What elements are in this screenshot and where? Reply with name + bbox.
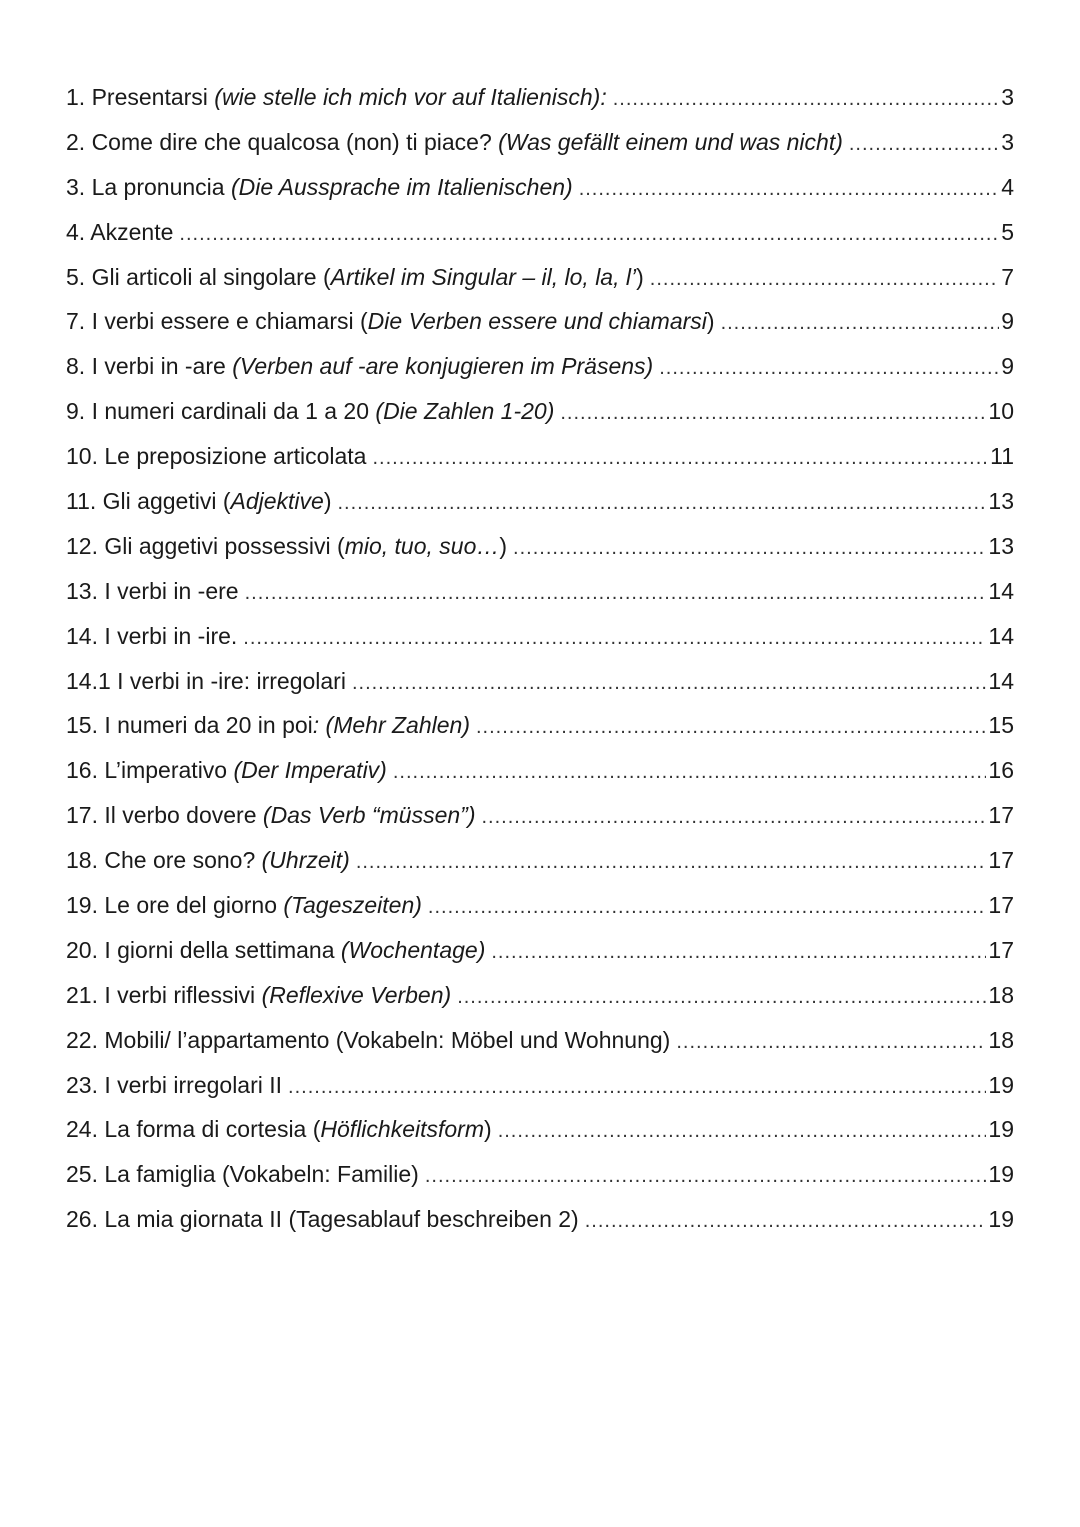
toc-page-number: 9 [1001, 308, 1014, 335]
toc-entry-text: 19. Le ore del giorno [66, 892, 284, 919]
toc-entry-italic-text: Die Verben essere und chiamarsi [367, 308, 707, 335]
dot-leader [179, 223, 999, 246]
toc-entry-title [66, 219, 173, 246]
toc-page-number: 9 [1001, 353, 1014, 380]
dot-leader [476, 716, 986, 739]
toc-entry[interactable] [66, 488, 1014, 533]
toc-page-number: 19 [988, 1071, 1014, 1098]
dot-leader [579, 178, 1000, 201]
toc-entry-title [66, 847, 350, 874]
toc-entry[interactable] [66, 353, 1014, 398]
toc-entry-italic-text: (Was gefällt einem und was nicht) [498, 128, 843, 155]
dot-leader [585, 1210, 987, 1233]
toc-entry-italic-text: (Tageszeiten) [283, 892, 422, 919]
toc-entry[interactable] [66, 1206, 1014, 1251]
toc-entry-text: 16. L’imperativo [66, 757, 234, 784]
toc-entry[interactable] [66, 757, 1014, 802]
toc-entry-title [66, 84, 607, 111]
dot-leader [613, 88, 999, 111]
toc-entry-text: 9. I numeri cardinali da 1 a 20 [66, 398, 376, 425]
toc-entry-italic-text: (Wochentage) [340, 936, 486, 963]
toc-page-number: 3 [1001, 84, 1014, 110]
toc-entry-text: 14. I verbi in -ire. [66, 622, 238, 649]
toc-page-number: 18 [988, 1026, 1014, 1053]
toc-page-number: 17 [988, 802, 1014, 829]
toc-entry-text: 22. Mobili/ l’appartamento (Vokabeln: Möbel und Wohnung) [66, 1026, 671, 1053]
toc-entry-italic-text: (Reflexive Verben) [261, 981, 452, 1008]
toc-entry-text: 8. I verbi in -are [66, 353, 233, 380]
toc-entry-italic-text: (wie stelle ich mich vor auf Italienisch): [214, 84, 607, 110]
toc-entry-text: 13. I verbi in -ere [66, 577, 239, 604]
toc-entry-title [66, 892, 422, 919]
dot-leader [428, 896, 987, 919]
toc-entry-tail-text: ) [706, 308, 715, 335]
toc-entry-title [66, 129, 843, 156]
toc-entry-title [66, 443, 366, 470]
toc-page-number: 17 [988, 892, 1014, 919]
dot-leader [457, 986, 986, 1009]
dot-leader [498, 1120, 987, 1143]
toc-entry-text: 4. Akzente [66, 218, 174, 245]
toc-entry[interactable] [66, 443, 1014, 488]
toc-entry-italic-text: (Verben auf -are konjugieren im Präsens) [232, 353, 654, 380]
toc-entry[interactable] [66, 892, 1014, 937]
toc-entry-text: 7. I verbi essere e chiamarsi ( [66, 308, 368, 335]
toc-entry[interactable] [66, 84, 1014, 129]
toc-entry-italic-text: (Die Aussprache im Italienischen) [230, 173, 573, 200]
dot-leader [650, 268, 999, 291]
dot-leader [513, 537, 986, 560]
toc-entry-text: 23. I verbi irregolari II [66, 1071, 283, 1098]
toc-entry[interactable] [66, 1161, 1014, 1206]
toc-page-number: 14 [988, 577, 1014, 604]
toc-entry[interactable] [66, 1027, 1014, 1072]
toc-entry-italic-text: mio, tuo, suo… [344, 532, 500, 559]
toc-entry-title [66, 533, 507, 560]
toc-entry-tail-text: ) [499, 532, 508, 559]
toc-entry[interactable] [66, 623, 1014, 668]
dot-leader [560, 402, 986, 425]
toc-entry[interactable] [66, 1116, 1014, 1161]
toc-entry-title [66, 174, 573, 201]
toc-entry-title [66, 578, 239, 605]
toc-entry-text: 14.1 I verbi in -ire: irregolari [66, 667, 346, 694]
dot-leader [659, 357, 999, 380]
toc-page-number: 14 [988, 622, 1014, 649]
toc-entry-italic-text: (Das Verb “müssen”) [262, 802, 476, 829]
toc-entry-italic-text: (Uhrzeit) [261, 847, 350, 874]
dot-leader [482, 806, 987, 829]
dot-leader [393, 761, 987, 784]
toc-page-number: 13 [988, 488, 1014, 515]
toc-entry-text: 15. I numeri da 20 in poi [66, 712, 313, 739]
dot-leader [352, 672, 986, 695]
toc-entry-title [66, 712, 470, 739]
toc-entry-italic-text: Adjektive [230, 488, 324, 515]
toc-entry-text: 1. Presentarsi [66, 84, 215, 110]
toc-entry-text: 26. La mia giornata II (Tagesablauf beschreiben 2) [66, 1206, 579, 1233]
dot-leader [337, 492, 986, 515]
toc-entry-title [66, 308, 715, 335]
toc-entry-title [66, 757, 387, 784]
dot-leader [243, 627, 986, 650]
dot-leader [676, 1031, 986, 1054]
toc-page-number: 4 [1001, 173, 1014, 200]
toc-page-number: 16 [988, 757, 1014, 784]
toc-entry[interactable] [66, 533, 1014, 578]
dot-leader [372, 447, 988, 470]
toc-entry-title [66, 1027, 670, 1054]
toc-entry-italic-text: (Die Zahlen 1-20) [375, 398, 555, 425]
toc-entry-italic-text: Höflichkeitsform [320, 1116, 485, 1143]
toc-entry-title [66, 623, 237, 650]
toc-entry-text: 2. Come dire che qualcosa (non) ti piace? [66, 128, 499, 155]
toc-entry-text: 12. Gli aggetivi possessivi ( [66, 532, 345, 559]
toc-entry[interactable] [66, 578, 1014, 623]
toc-entry-text: 24. La forma di cortesia ( [66, 1116, 321, 1143]
toc-entry-title [66, 1072, 282, 1099]
toc-entry-text: 3. La pronuncia [66, 173, 231, 200]
dot-leader [356, 851, 987, 874]
toc-page-number: 17 [988, 847, 1014, 874]
toc-entry-text: 18. Che ore sono? [66, 847, 262, 874]
toc-entry[interactable] [66, 937, 1014, 982]
toc-page-number: 13 [988, 532, 1014, 559]
toc-entry[interactable] [66, 219, 1014, 264]
toc-entry-italic-text: (Der Imperativ) [233, 757, 387, 784]
toc-page-number: 5 [1001, 218, 1014, 245]
toc-page-number: 19 [988, 1161, 1014, 1188]
toc-entry-text: 17. Il verbo dovere [66, 802, 263, 829]
toc-entry-tail-text: ) [636, 263, 644, 290]
toc-entry-title [66, 264, 644, 291]
toc-entry[interactable] [66, 398, 1014, 443]
toc-entry[interactable] [66, 264, 1014, 309]
toc-entry-title [66, 1206, 579, 1233]
toc-entry-title [66, 353, 653, 380]
dot-leader [849, 133, 999, 156]
toc-entry-italic-text: : (Mehr Zahlen) [312, 712, 470, 739]
toc-entry-text: 20. I giorni della settimana [66, 936, 341, 963]
toc-page-number: 19 [988, 1206, 1014, 1233]
toc-entry[interactable] [66, 802, 1014, 847]
toc-entry[interactable] [66, 847, 1014, 892]
toc-entry-text: 10. Le preposizione articolata [66, 443, 367, 470]
toc-page-number: 10 [988, 398, 1014, 425]
toc-entry[interactable] [66, 982, 1014, 1027]
table-of-contents [66, 84, 1014, 1251]
toc-entry-title [66, 1161, 419, 1188]
toc-page-number: 19 [988, 1116, 1014, 1143]
toc-entry-italic-text: Artikel im Singular – il, lo, la, l’ [330, 263, 637, 290]
toc-entry[interactable] [66, 1072, 1014, 1117]
dot-leader [425, 1165, 987, 1188]
toc-page-number: 7 [1001, 263, 1014, 290]
toc-entry-text: 11. Gli aggetivi ( [66, 488, 231, 515]
toc-entry-tail-text: ) [323, 488, 332, 515]
toc-entry[interactable] [66, 712, 1014, 757]
toc-entry-title [66, 937, 485, 964]
toc-entry[interactable] [66, 129, 1014, 174]
toc-entry[interactable] [66, 308, 1014, 353]
dot-leader [288, 1076, 986, 1099]
toc-entry-title [66, 488, 331, 515]
toc-page-number: 3 [1001, 128, 1014, 155]
toc-entry-title [66, 668, 346, 695]
toc-entry-tail-text: ) [484, 1116, 492, 1143]
toc-page-number: 14 [988, 667, 1014, 694]
toc-entry-title [66, 802, 476, 829]
toc-entry-text: 21. I verbi riflessivi [66, 981, 262, 1008]
toc-entry-text: 5. Gli articoli al singolare ( [66, 263, 331, 290]
toc-entry-title [66, 982, 451, 1009]
dot-leader [245, 582, 987, 605]
toc-entry-text: 25. La famiglia (Vokabeln: Familie) [66, 1161, 419, 1188]
toc-entry-title [66, 398, 554, 425]
toc-page-number: 17 [988, 936, 1014, 963]
toc-page-number: 18 [988, 981, 1014, 1008]
toc-page-number: 15 [988, 712, 1014, 739]
dot-leader [491, 941, 986, 964]
toc-entry[interactable] [66, 668, 1014, 713]
toc-entry-title [66, 1116, 492, 1143]
dot-leader [721, 312, 1000, 335]
toc-entry[interactable] [66, 174, 1014, 219]
toc-page-number: 11 [990, 443, 1014, 470]
